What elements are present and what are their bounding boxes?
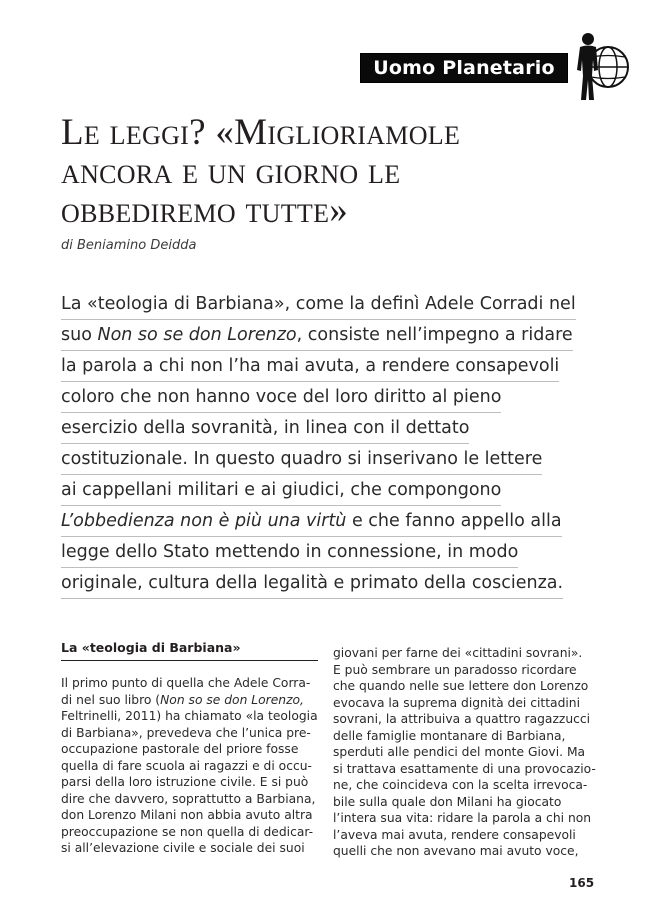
text-line: Feltrinelli, 2011) ha chiamato «la teologia: [61, 709, 318, 723]
text-line: evocava la suprema dignità dei cittadini: [333, 695, 581, 710]
text-line: si trattava esattamente di una provocazio-: [333, 761, 596, 776]
text-line: che quando nelle sue lettere don Lorenzo: [333, 679, 589, 693]
text-line: si all’elevazione civile e sociale dei suoi: [61, 841, 305, 855]
lead-line: La «teologia di Barbiana», come la definì Adele Corradi nel: [61, 290, 581, 321]
title-line: obbediremo tutte»: [61, 190, 349, 231]
lead-line: L’obbedienza non è più una virtù e che fanno appello alla: [61, 507, 581, 538]
text-line: parsi della loro istruzione civile. E si può: [61, 775, 309, 789]
text-line: occupazione pastorale del priore fosse: [61, 742, 299, 756]
text-line: di Barbiana», prevedeva che l’unica pre-: [61, 725, 311, 740]
lead-paragraph: [61, 290, 581, 600]
text-line: l’aveva mai avuta, rendere consapevoli: [333, 827, 576, 842]
text-line: bile sulla quale don Milani ha giocato: [333, 794, 562, 809]
text-line: quella di fare scuola ai ragazzi e di occu-: [61, 758, 312, 773]
lead-line: legge dello Stato mettendo in connessione, in modo: [61, 538, 581, 569]
right-column: [333, 645, 596, 860]
page-number: 165: [569, 876, 595, 890]
lead-line: esercizio della sovranità, in linea con il dettato: [61, 414, 581, 445]
lead-line: ai cappellani militari e ai giudici, che compongono: [61, 476, 581, 507]
italic-title: L’obbedienza non è più una virtù: [61, 511, 347, 531]
article-title: [61, 113, 601, 230]
left-column: [61, 640, 318, 857]
text-line: quelli che non avevano mai avuto voce,: [333, 844, 579, 858]
rubric-label: Uomo Planetario: [360, 53, 568, 83]
text-line: sovrani, la attribuiva a quattro ragazzucci: [333, 712, 591, 726]
text-line: preoccupazione se non quella di dedicar-: [61, 824, 314, 839]
lead-line: suo Non so se don Lorenzo, consiste nell’impegno a ridare: [61, 321, 581, 352]
text-line: di nel suo libro (Non so se don Lorenzo,: [61, 692, 304, 707]
text-line: giovani per farne dei «cittadini sovrani».: [333, 646, 583, 660]
italic-title: Non so se don Lorenzo,: [160, 692, 304, 707]
text-line: dire che davvero, soprattutto a Barbiana,: [61, 791, 316, 806]
lead-line: la parola a chi non l’ha mai avuta, a rendere consapevoli: [61, 352, 581, 383]
section-heading: La «teologia di Barbiana»: [61, 640, 318, 661]
text-line: don Lorenzo Milani non abbia avuto altra: [61, 808, 313, 822]
title-line: Le leggi? «Miglioriamole: [61, 112, 461, 153]
text-line: sperduti alle pendici del monte Giovi. Ma: [333, 745, 586, 759]
text-line: E può sembrare un paradosso ricordare: [333, 662, 577, 677]
text-line: delle famiglie montanare di Barbiana,: [333, 728, 566, 743]
lead-line: originale, cultura della legalità e primato della coscienza.: [61, 569, 581, 600]
lead-line: coloro che non hanno voce del loro diritto al pieno: [61, 383, 581, 414]
lead-line: costituzionale. In questo quadro si inserivano le lettere: [61, 445, 581, 476]
left-column-text: [61, 675, 318, 857]
text-line: l’intera sua vita: ridare la parola a chi non: [333, 811, 592, 825]
man-with-globe-icon: [568, 30, 630, 102]
text-line: Il primo punto di quella che Adele Corra-: [61, 676, 311, 690]
byline: di Beniamino Deidda: [61, 238, 197, 253]
text-line: ne, che coincideva con la scelta irrevoca-: [333, 778, 588, 792]
title-line: ancora e un giorno le: [61, 151, 401, 192]
italic-title: Non so se don Lorenzo: [97, 325, 297, 345]
